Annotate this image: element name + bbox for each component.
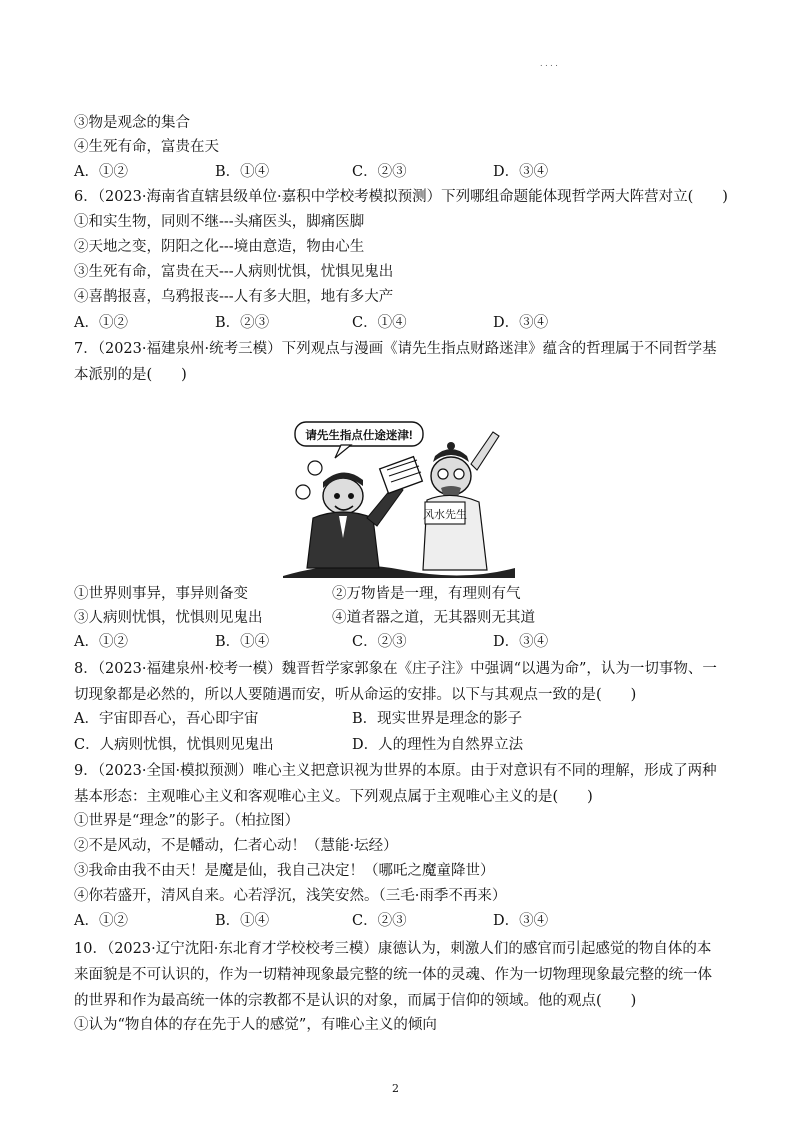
q9-statement-3: ③我命由我不由天！是魔是仙，我自己决定！（哪吒之魔童降世） [74,863,495,879]
businessman-head [323,478,363,514]
cartoon-illustration [283,418,515,578]
option-a[interactable]: A．①② [74,913,128,929]
option-c[interactable]: C．②③ [352,164,407,180]
option-c[interactable]: C．①④ [352,315,407,331]
q6-stem: 6．（2023·海南省直辖县级单位·嘉积中学校考模拟预测）下列哪组命题能体现哲学两大阵营对立( ) [74,189,728,205]
q6-statement-4: ④喜鹊报喜，乌鸦报丧---人有多大胆，地有多大产 [74,289,394,305]
option-b[interactable]: B．①④ [215,164,270,180]
q7-statement-2: ②万物皆是一理，有理则有气 [332,586,521,602]
option-d[interactable]: D．③④ [493,634,549,650]
statement-4: ④生死有命，富贵在天 [74,139,219,155]
sign-text: 风水先生 [423,509,467,521]
option-d[interactable]: D．③④ [493,913,549,929]
option-b[interactable]: B．①④ [215,634,270,650]
option-b[interactable]: B．现实世界是理念的影子 [352,711,523,727]
q8-stem: 8．（2023·福建泉州·校考一模）魏晋哲学家郭象在《庄子注》中强调“以遇为命”，认为一切事物、一切现象都是必然的，所以人要随遇而安，听从命运的安排。以下与其观点一致的是( ) [74,661,717,703]
q6-statement-1: ①和实生物，同则不继---头痛医头，脚痛医脚 [74,214,365,230]
coin-icon [296,485,310,499]
option-c[interactable]: C．人病则忧惧，忧惧则见鬼出 [74,737,274,753]
page-number: 2 [392,1082,399,1095]
header-dots: . . . . [540,59,558,68]
q6-statement-3: ③生死有命，富贵在天---人病则忧惧，忧惧见鬼出 [74,264,394,280]
q9-stem: 9．（2023·全国·模拟预测）唯心主义把意识视为世界的本原。由于对意识有不同的理解，形成了两种基本形态：主观唯心主义和客观唯心主义。下列观点属于主观唯心主义的是( ) [74,763,717,805]
option-c[interactable]: C．②③ [352,913,407,929]
bubble-text: 请先生指点仕途迷津! [305,430,413,442]
q7-statement-4: ④道者器之道，无其器则无其道 [332,610,535,626]
q6-statement-2: ②天地之变，阴阳之化---境由意造，物由心生 [74,239,365,255]
option-d[interactable]: D．③④ [493,164,549,180]
option-a[interactable]: A．①② [74,315,128,331]
statement-3: ③物是观念的集合 [74,115,190,131]
q7-statement-3: ③人病则忧惧，忧惧则见鬼出 [74,610,263,626]
option-a[interactable]: A．宇宙即吾心，吾心即宇宙 [74,711,259,727]
option-b[interactable]: B．②③ [215,315,270,331]
q9-statement-1: ①世界是“理念”的影子。（柏拉图） [74,813,300,829]
option-a[interactable]: A．①② [74,164,128,180]
q7-statement-1: ①世界则事异，事异则备变 [74,586,248,602]
q7-stem: 7．（2023·福建泉州·统考三模）下列观点与漫画《请先生指点财路迷津》蕴含的哲理属于不同哲学基本派别的是( ) [74,341,717,383]
q9-statement-2: ②不是风动，不是幡动，仁者心动！（慧能·坛经） [74,838,398,854]
option-d[interactable]: D．人的理性为自然界立法 [352,737,524,753]
option-c[interactable]: C．②③ [352,634,407,650]
option-a[interactable]: A．①② [74,634,128,650]
q10-stem: 10．（2023·辽宁沈阳·东北育才学校校考三模）康德认为，刺激人们的感官而引起感觉的物自体的本来面貌是不可认识的，作为一切精神现象最完整的统一体的灵魂、作为一切物理现象最完整的统一体的世界和作为最高统一体的宗教都不是认识的对象，而属于信仰的领域。他的观点( ) [74,941,712,1009]
cash-stack [380,457,423,494]
option-d[interactable]: D．③④ [493,315,549,331]
coin-icon [308,461,322,475]
option-b[interactable]: B．①④ [215,913,270,929]
q9-statement-4: ④你若盛开，清风自来。心若浮沉，浅笑安然。（三毛·雨季不再来） [74,888,507,904]
q10-statement-1: ①认为“物自体的存在先于人的感觉”，有唯心主义的倾向 [74,1017,437,1033]
